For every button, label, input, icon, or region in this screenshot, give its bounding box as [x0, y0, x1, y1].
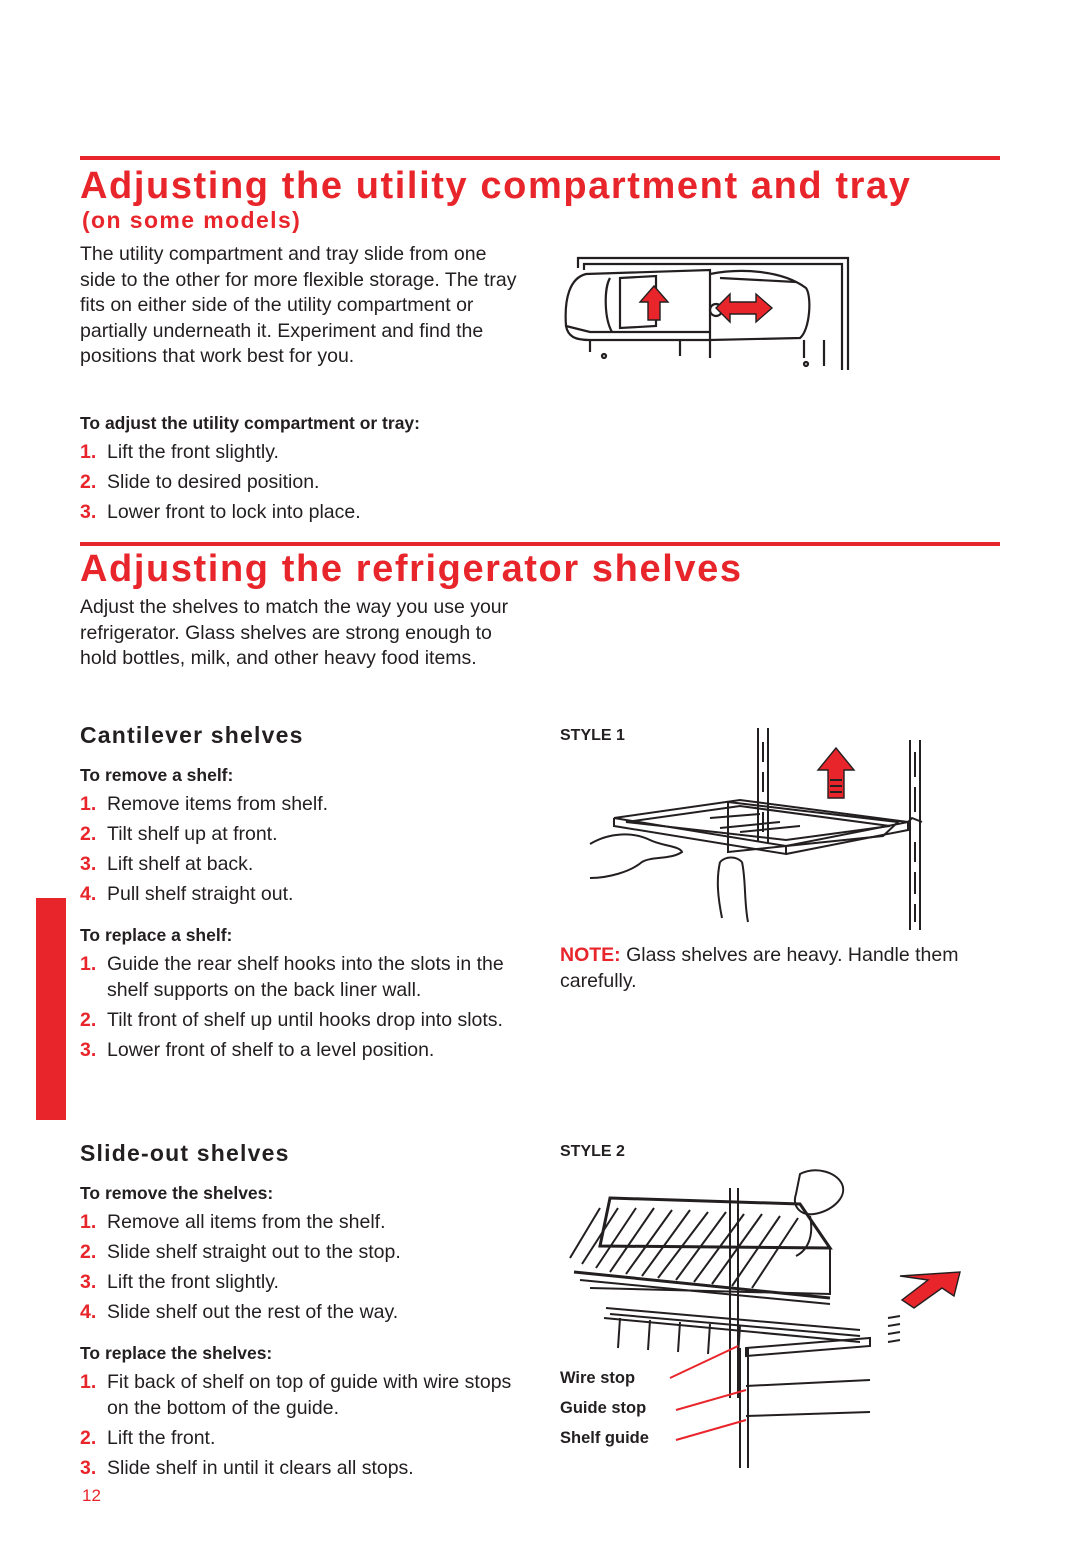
- list-item: 1. Remove items from shelf.: [80, 793, 329, 815]
- section-rule-shelves: [80, 542, 1000, 546]
- slideout-remove-heading: To remove the shelves:: [80, 1183, 274, 1203]
- glass-shelf-note: [560, 943, 980, 994]
- cantilever-heading: Cantilever shelves: [80, 722, 304, 748]
- slideout-replace-steps: [80, 1370, 520, 1486]
- cantilever-replace-heading: To replace a shelf:: [80, 925, 233, 945]
- list-item: 3. Lift the front slightly.: [80, 1271, 279, 1293]
- cantilever-shelf-illustration: [590, 722, 950, 937]
- list-item: 2. Slide to desired position.: [80, 471, 320, 493]
- style-2-label: STYLE 2: [560, 1143, 625, 1160]
- slideout-remove-steps: [80, 1210, 520, 1330]
- list-item: 4. Slide shelf out the rest of the way.: [80, 1301, 399, 1323]
- cantilever-remove-steps: [80, 792, 520, 912]
- list-item: 3. Slide shelf in until it clears all stops.: [80, 1456, 414, 1479]
- utility-steps-heading: To adjust the utility compartment or tray:: [80, 413, 420, 433]
- callout-guide-stop: Guide stop: [560, 1399, 647, 1417]
- section-tab-marker: [36, 898, 66, 1120]
- list-item: 2. Tilt shelf up at front.: [80, 823, 278, 845]
- list-item: 3. Lower front of shelf to a level position.: [80, 1038, 435, 1061]
- callout-shelf-guide: Shelf guide: [560, 1429, 649, 1447]
- utility-intro-paragraph: The utility compartment and tray slide from one side to the other for more flexible storage. The tray fits on either side of the utility compartment or partially underneath it. Experiment and find the positions that work best for you.: [80, 243, 517, 367]
- list-item: 1. Lift the front slightly.: [80, 441, 279, 463]
- page-number: 12: [82, 1486, 101, 1505]
- list-item: 2. Slide shelf straight out to the stop.: [80, 1241, 401, 1263]
- shelves-intro-paragraph: Adjust the shelves to match the way you use your refrigerator. Glass shelves are strong enough to hold bottles, milk, and other heavy food items.: [80, 596, 509, 669]
- utility-steps-list: [80, 440, 540, 530]
- list-item: 4. Pull shelf straight out.: [80, 883, 294, 905]
- section-subtitle: (on some models): [82, 207, 302, 233]
- list-item: 1. Remove all items from the shelf.: [80, 1211, 386, 1233]
- list-item: 1. Fit back of shelf on top of guide with wire stops on the bottom of the guide.: [80, 1371, 512, 1419]
- list-item: 1. Guide the rear shelf hooks into the slots in the shelf supports on the back liner wall.: [80, 953, 504, 1001]
- note-text: Glass shelves are heavy. Handle them carefully.: [560, 944, 959, 992]
- section-title-shelves: Adjusting the refrigerator shelves: [80, 548, 743, 590]
- note-label: NOTE:: [560, 944, 621, 966]
- style-1-label: STYLE 1: [560, 727, 625, 744]
- slideout-replace-heading: To replace the shelves:: [80, 1343, 273, 1363]
- cantilever-remove-heading: To remove a shelf:: [80, 765, 234, 785]
- section-title-utility: Adjusting the utility compartment and tray: [80, 165, 912, 207]
- section-rule-top: [80, 156, 1000, 160]
- slideout-shelf-illustration: [560, 1168, 980, 1468]
- callout-wire-stop: Wire stop: [560, 1369, 636, 1387]
- list-item: 2. Lift the front.: [80, 1426, 216, 1449]
- cantilever-replace-steps: [80, 952, 510, 1068]
- list-item: 3. Lower front to lock into place.: [80, 501, 361, 523]
- list-item: 3. Lift shelf at back.: [80, 853, 254, 875]
- list-item: 2. Tilt front of shelf up until hooks drop into slots.: [80, 1008, 503, 1031]
- utility-compartment-illustration: [560, 248, 860, 378]
- slideout-heading: Slide-out shelves: [80, 1140, 290, 1166]
